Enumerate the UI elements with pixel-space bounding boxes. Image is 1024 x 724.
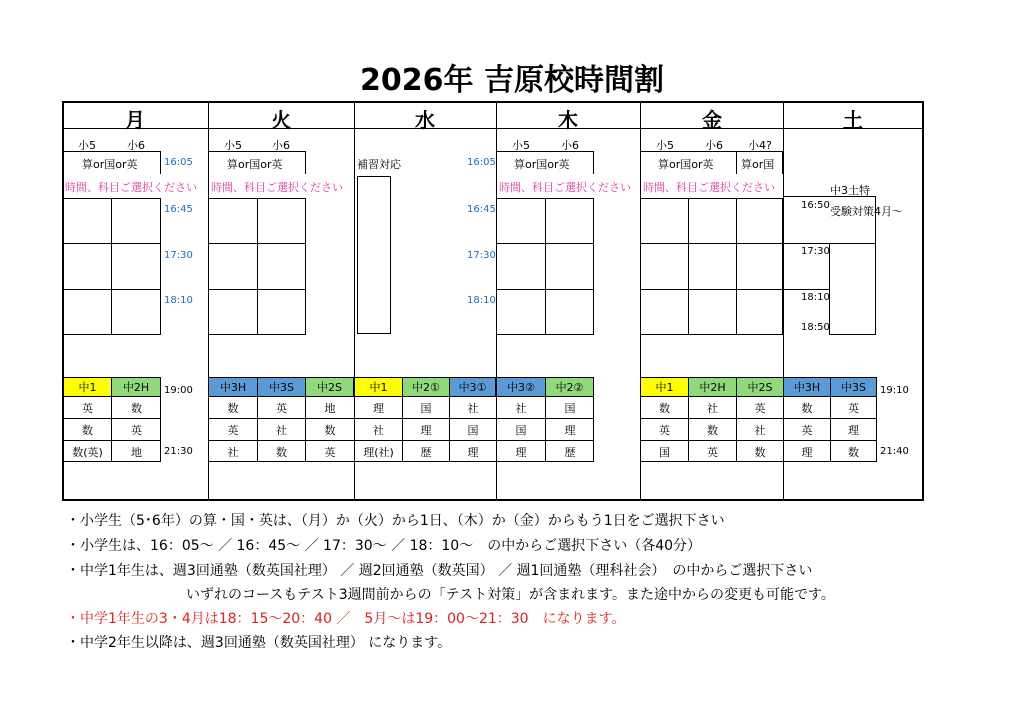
subject-cell: 国 (420, 401, 432, 415)
subject-cell: 理 (564, 423, 576, 437)
subject-cell: 数 (82, 423, 93, 437)
subject-cell: 地 (131, 445, 142, 459)
page-title: 2026年 吉原校時間割 (360, 63, 664, 98)
slot-divider (209, 289, 306, 290)
subject-cell: 理 (420, 423, 432, 437)
time-label: 17:30 (801, 246, 830, 257)
select-prompt: 時間、科目ご選択ください (499, 181, 631, 194)
subject-cell: 理 (848, 423, 859, 437)
time-label: 17:30 (164, 250, 193, 261)
subject-cell: 理 (467, 445, 479, 459)
class-header: 中2S (736, 377, 784, 397)
subject-cell: 理 (373, 401, 384, 415)
class-header: 中3① (449, 377, 496, 397)
subject-cell: 歴 (420, 445, 432, 459)
grade-label: 小6 (561, 139, 579, 152)
grade-label: 小6 (272, 139, 290, 152)
slot-divider (64, 289, 161, 290)
slot-column (257, 198, 306, 335)
slot-divider (497, 243, 594, 244)
subject-cell: 数 (707, 423, 718, 437)
subject-cell: 数 (324, 423, 336, 437)
slot-divider (784, 289, 830, 290)
class-header: 中3H (209, 377, 258, 397)
time-label: 16:50 (801, 200, 830, 211)
slot-column (829, 243, 876, 335)
subject-cell: 英 (227, 423, 239, 437)
time-label: 21:40 (880, 446, 909, 457)
class-header: 中3H (784, 377, 831, 397)
time-label: 16:45 (164, 204, 193, 215)
subject-cell: 英 (754, 401, 766, 415)
day-mon: 月 (125, 108, 145, 132)
time-label: 19:10 (880, 385, 909, 396)
time-label: 16:05 (467, 157, 496, 168)
note-line: いずれのコースもテスト3週間前からの「テスト対策」が含まれます。また途中からの変更も可能です。 (186, 587, 835, 603)
day-sat: 土 (843, 108, 863, 132)
subject-cell: 国 (515, 423, 527, 437)
subject-cell: 社 (707, 401, 718, 415)
slot-column (641, 198, 689, 335)
subject-cell: 数 (848, 445, 859, 459)
subject-cell: 英 (82, 401, 93, 415)
slot-column (545, 198, 594, 335)
subject-cell: 英 (801, 423, 813, 437)
subject-cell: 地 (324, 401, 336, 415)
subject-choice: 算or国or英 (227, 158, 283, 171)
select-prompt: 時間、科目ご選択ください (643, 181, 775, 194)
subject-choice: 算or国or英 (514, 158, 570, 171)
grade-label: 小5 (78, 139, 96, 152)
select-prompt: 時間、科目ご選択ください (65, 181, 197, 194)
day-wed: 水 (415, 108, 435, 132)
note-line: ・小学生は、16：05～ ／ 16：45～ ／ 17：30～ ／ 18：10～ の中からご選択下さい（各40分） (66, 538, 702, 554)
subject-cell: 英 (276, 401, 287, 415)
slot-divider (641, 243, 783, 244)
day-tue: 火 (271, 108, 291, 132)
subject-cell: 社 (276, 423, 287, 437)
subject-cell: 数(英) (72, 445, 103, 459)
subject-cell: 国 (659, 445, 670, 459)
subject-cell: 英 (848, 401, 859, 415)
subject-cell: 数 (659, 401, 670, 415)
day-fri: 金 (702, 108, 722, 132)
subject-cell: 国 (467, 423, 479, 437)
slot-divider (784, 196, 876, 197)
subject-cell: 社 (754, 423, 766, 437)
time-label: 17:30 (467, 250, 496, 261)
slot-divider (784, 243, 830, 244)
slot-divider (209, 243, 306, 244)
class-header: 中2① (402, 377, 450, 397)
note-line-important: ・中学1年生の3・4月は18：15～20：40 ／ 5月～は19：00～21：30 になります。 (66, 611, 626, 627)
subject-cell: 理 (801, 445, 813, 459)
grade-label: 小6 (705, 139, 723, 152)
class-header: 中3S (830, 377, 877, 397)
time-label: 16:05 (164, 157, 193, 168)
time-label: 18:10 (467, 295, 496, 306)
time-label: 16:45 (467, 204, 496, 215)
slot-column (209, 198, 258, 335)
time-label: 19:00 (164, 385, 193, 396)
day-thu: 木 (558, 108, 578, 132)
note-line: ・中学2年生以降は、週3回通塾（数英国社理） になります。 (66, 635, 452, 651)
note-line: ・小学生（5･6年）の算・国・英は、（月）か（火）から1日、（木）か（金）からもう1日をご選択下さい (66, 513, 725, 529)
time-label: 18:50 (801, 322, 830, 333)
time-label: 18:10 (164, 295, 193, 306)
subject-cell: 英 (707, 445, 718, 459)
subject-cell: 理 (515, 445, 527, 459)
class-header: 中2H (111, 377, 161, 397)
subject-choice-small: 算or国 (741, 158, 775, 171)
grade-label: 小5 (224, 139, 242, 152)
subject-cell: 国 (564, 401, 576, 415)
subject-cell: 数 (754, 445, 766, 459)
class-header: 中2② (545, 377, 594, 397)
note-line: ・中学1年生は、週3回通塾（数英国社理） ／ 週2回通塾（数英国） ／ 週1回通塾（理科社会） の中からご選択下さい (66, 563, 813, 579)
subject-cell: 社 (227, 445, 239, 459)
subject-cell: 社 (467, 401, 479, 415)
grade-label: 小6 (127, 139, 145, 152)
subject-cell: 数 (227, 401, 239, 415)
hoshu-label: 補習対応 (357, 158, 401, 171)
subject-cell: 社 (515, 401, 527, 415)
subject-cell: 英 (131, 423, 142, 437)
class-header: 中1 (355, 377, 403, 397)
subject-cell: 数 (131, 401, 142, 415)
subject-cell: 数 (276, 445, 287, 459)
class-header: 中2S (305, 377, 354, 397)
slot-column (736, 198, 783, 335)
day-header-divider (62, 128, 924, 129)
time-label: 18:10 (801, 292, 830, 303)
subject-cell: 英 (324, 445, 336, 459)
select-prompt: 時間、科目ご選択ください (211, 181, 343, 194)
subject-cell: 英 (659, 423, 670, 437)
slot-column (497, 198, 546, 335)
class-header: 中3S (257, 377, 306, 397)
subject-choice: 算or国or英 (82, 158, 138, 171)
slot-divider (641, 289, 783, 290)
time-label: 21:30 (164, 446, 193, 457)
class-header: 中1 (64, 377, 112, 397)
saturday-special-title: 中3土特 (830, 184, 870, 197)
class-header: 中2H (688, 377, 737, 397)
subject-cell: 数 (801, 401, 813, 415)
hoshu-box (357, 176, 391, 334)
class-header: 中3② (497, 377, 546, 397)
slot-column (111, 198, 161, 335)
subject-choice: 算or国or英 (658, 158, 714, 171)
slot-column (688, 198, 737, 335)
slot-column (64, 198, 112, 335)
slot-divider (64, 243, 161, 244)
slot-divider (875, 196, 876, 243)
saturday-special-subtitle: 受験対策4月～ (830, 205, 903, 218)
grade-label: 小4? (748, 139, 772, 152)
subject-cell: 社 (373, 423, 384, 437)
subject-cell: 理(社) (363, 445, 394, 459)
subject-cell: 歴 (564, 445, 576, 459)
slot-divider (497, 289, 594, 290)
grade-label: 小5 (656, 139, 674, 152)
class-header: 中1 (641, 377, 689, 397)
grade-label: 小5 (512, 139, 530, 152)
